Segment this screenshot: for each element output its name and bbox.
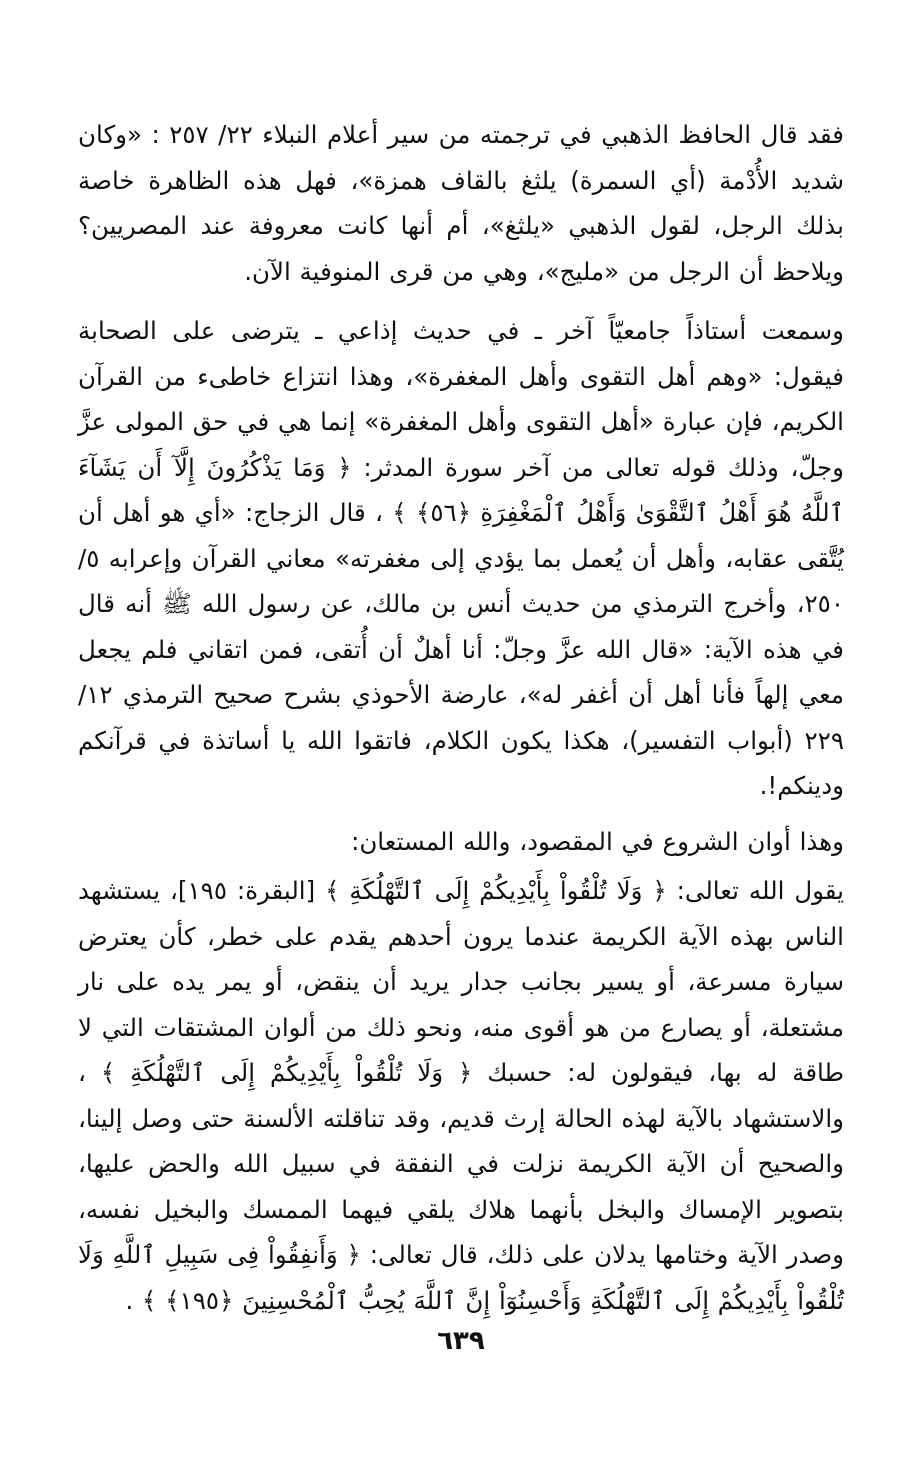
paragraph-tahluka: يقول الله تعالى: ﴿ وَلَا تُلْقُواْ بِأَيْدِيكُمْ إِلَى ٱلتَّهْلُكَةِ ﴾ [البقرة: ١٩٥]، يستشهد الناس بهذه الآية الكريمة عندما يرون أحدهم يقدم على خطر، كأن يعترض سيارة مسرعة، أو يسير بجانب جدار يريد أن ينقض، أو يمر يده على نار مشتعلة، أو يصارع من هو أقوى منه، ونحو ذلك من ألوان المشتقات التي لا طاقة له بها، فيقولون له: حسبك ﴿ وَلَا تُلْقُواْ بِأَيْدِيكُمْ إِلَى ٱلتَّهْلُكَةِ ﴾ ، والاستشهاد بالآية لهذه الحالة إرث قديم، وقد تناقلته الألسنة حتى وصل إلينا، والصحيح أن الآية الكريمة نزلت في النفقة في سبيل الله والحض عليها، بتصوير الإمساك والبخل بأنهما هلاك يلقي فيهما الممسك والبخيل نفسه، وصدر الآية وختامها يدلان على ذلك، قال تعالى: ﴿ وَأَنفِقُواْ فِى سَبِيلِ ٱللَّهِ وَلَا تُلْقُواْ بِأَيْدِيكُمْ إِلَى ٱلتَّهْلُكَةِ وَأَحْسِنُوٓاْ إِنَّ ٱللَّهَ يُحِبُّ ٱلْمُحْسِنِينَ ﴿١٩٥﴾ ﴾ . [78,876,844,1315]
page-body [78,112,844,1323]
page-number: ٦٣٩ [437,1326,485,1356]
paragraph-dhahabi: فقد قال الحافظ الذهبي في ترجمته من سير أعلام النبلاء ٢٢/ ٢٥٧ : «وكان شديد الأُدْمة (أي السمرة) يلثغ بالقاف همزة»، فهل هذه الظاهرة خاصة بذلك الرجل، لقول الذهبي «يلثغ»، أم أنها كانت معروفة عند المصريين؟ ويلاحظ أن الرجل من «مليج»، وهي من قرى المنوفية الآن. [78,120,845,286]
paragraph-professor-quote: وسمعت أستاذاً جامعيّاً آخر ـ في حديث إذاعي ـ يترضى على الصحابة فيقول: «وهم أهل التقوى وأهل المغفرة»، وهذا انتزاع خاطىء من القرآن الكريم، فإن عبارة «أهل التقوى وأهل المغفرة» إنما هي في حق المولى عزَّ وجلّ، وذلك قوله تعالى من آخر سورة المدثر: ﴿ وَمَا يَذْكُرُونَ إِلَّآ أَن يَشَآءَ ٱللَّهُ هُوَ أَهْلُ ٱلتَّقْوَىٰ وَأَهْلُ ٱلْمَغْفِرَةِ ﴿٥٦﴾ ﴾ ، قال الزجاج: «أي هو أهل أن يُتَّقى عقابه، وأهل أن يُعمل بما يؤدي إلى مغفرته» معاني القرآن وإعرابه ٥/ ٢٥٠، وأخرج الترمذي من حديث أنس بن مالك، عن رسول الله ﷺ أنه قال في هذه الآية: «قال الله عزَّ وجلّ: أنا أهلٌ أن أُتقى، فمن اتقاني فلم يجعل معي إلهاً فأنا أهل أن أغفر له»، عارضة الأحوذي بشرح صحيح الترمذي ١٢/ ٢٢٩ (أبواب التفسير)، هكذا يكون الكلام، فاتقوا الله يا أساتذة في قرآنكم ودينكم!. [78,316,844,800]
paragraph-transition: وهذا أوان الشروع في المقصود، والله المستعان: [351,826,844,856]
